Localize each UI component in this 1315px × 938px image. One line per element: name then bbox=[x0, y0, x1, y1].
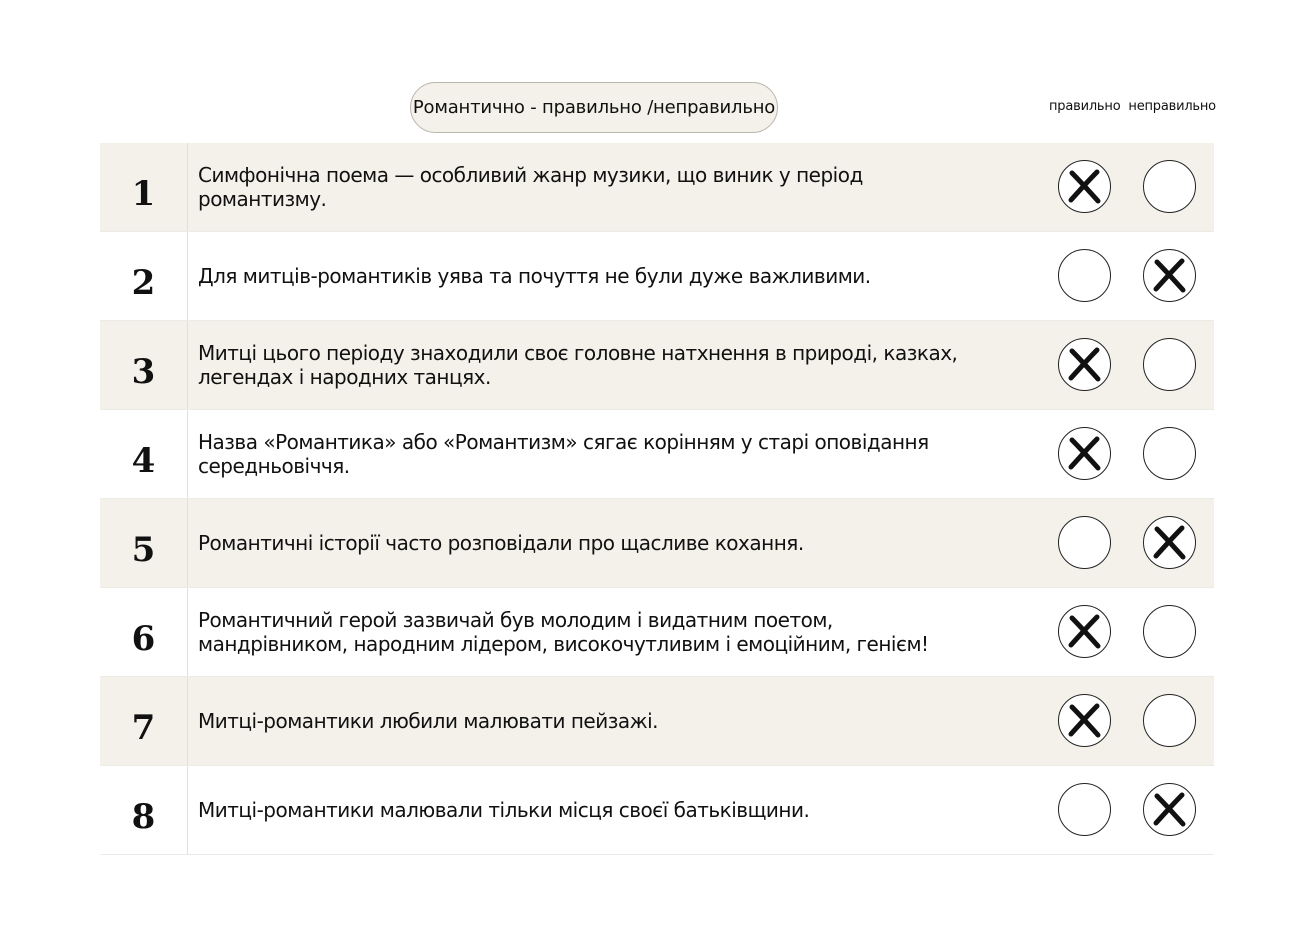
statement-text: Романтичний герой зазвичай був молодим і видатним поетом, мандрівником, народним лідером, високочутливим і емоційним, генієм! bbox=[198, 608, 929, 656]
column-headers bbox=[1049, 99, 1216, 114]
statement-row bbox=[100, 143, 1214, 232]
cross-mark-icon bbox=[1058, 605, 1111, 658]
cross-mark-icon bbox=[1058, 427, 1111, 480]
worksheet-title-text: Романтично - правильно /неправильно bbox=[412, 97, 776, 118]
statement-text: Митці-романтики малювали тільки місця своєї батьківщини. bbox=[198, 798, 810, 822]
false-column-header: неправильно bbox=[1128, 99, 1216, 114]
statement-number: 5 bbox=[100, 499, 188, 587]
cross-mark-icon bbox=[1058, 160, 1111, 213]
false-answer-circle[interactable] bbox=[1143, 427, 1196, 480]
false-answer-circle[interactable] bbox=[1143, 160, 1196, 213]
statements-table bbox=[100, 143, 1214, 855]
statement-row bbox=[100, 677, 1214, 766]
statement-text: Романтичні історії часто розповідали про щасливе кохання. bbox=[198, 531, 804, 555]
true-answer-circle[interactable] bbox=[1058, 694, 1111, 747]
cross-mark-icon bbox=[1143, 783, 1196, 836]
false-answer-circle[interactable] bbox=[1143, 338, 1196, 391]
cross-mark-icon bbox=[1143, 516, 1196, 569]
false-answer-circle[interactable] bbox=[1143, 605, 1196, 658]
true-answer-circle[interactable] bbox=[1058, 160, 1111, 213]
statement-number: 3 bbox=[100, 321, 188, 409]
statement-number: 4 bbox=[100, 410, 188, 498]
statement-row bbox=[100, 766, 1214, 855]
statement-row bbox=[100, 232, 1214, 321]
statement-number: 6 bbox=[100, 588, 188, 676]
true-answer-circle[interactable] bbox=[1058, 249, 1111, 302]
false-answer-circle[interactable] bbox=[1143, 783, 1196, 836]
true-column-header: правильно bbox=[1049, 99, 1121, 114]
statement-row bbox=[100, 499, 1214, 588]
statement-row bbox=[100, 588, 1214, 677]
true-answer-circle[interactable] bbox=[1058, 605, 1111, 658]
statement-text: Для митців-романтиків уява та почуття не були дуже важливими. bbox=[198, 264, 871, 288]
statement-text: Митці-романтики любили малювати пейзажі. bbox=[198, 709, 659, 733]
true-answer-circle[interactable] bbox=[1058, 427, 1111, 480]
statement-number: 1 bbox=[100, 143, 188, 231]
false-answer-circle[interactable] bbox=[1143, 694, 1196, 747]
statement-text: Назва «Романтика» або «Романтизм» сягає корінням у старі оповідання середньовіччя. bbox=[198, 430, 929, 478]
false-answer-circle[interactable] bbox=[1143, 516, 1196, 569]
statement-number: 7 bbox=[100, 677, 188, 765]
false-answer-circle[interactable] bbox=[1143, 249, 1196, 302]
cross-mark-icon bbox=[1143, 249, 1196, 302]
cross-mark-icon bbox=[1058, 338, 1111, 391]
statement-number: 8 bbox=[100, 766, 188, 854]
statement-text: Симфонічна поема — особливий жанр музики, що виник у період романтизму. bbox=[198, 163, 863, 211]
cross-mark-icon bbox=[1058, 694, 1111, 747]
statement-number: 2 bbox=[100, 232, 188, 320]
true-answer-circle[interactable] bbox=[1058, 516, 1111, 569]
worksheet-title bbox=[410, 82, 778, 133]
true-answer-circle[interactable] bbox=[1058, 783, 1111, 836]
statement-text: Митці цього періоду знаходили своє головне натхнення в природі, казках, легендах і народних танцях. bbox=[198, 341, 958, 389]
statement-row bbox=[100, 321, 1214, 410]
statement-row bbox=[100, 410, 1214, 499]
true-answer-circle[interactable] bbox=[1058, 338, 1111, 391]
